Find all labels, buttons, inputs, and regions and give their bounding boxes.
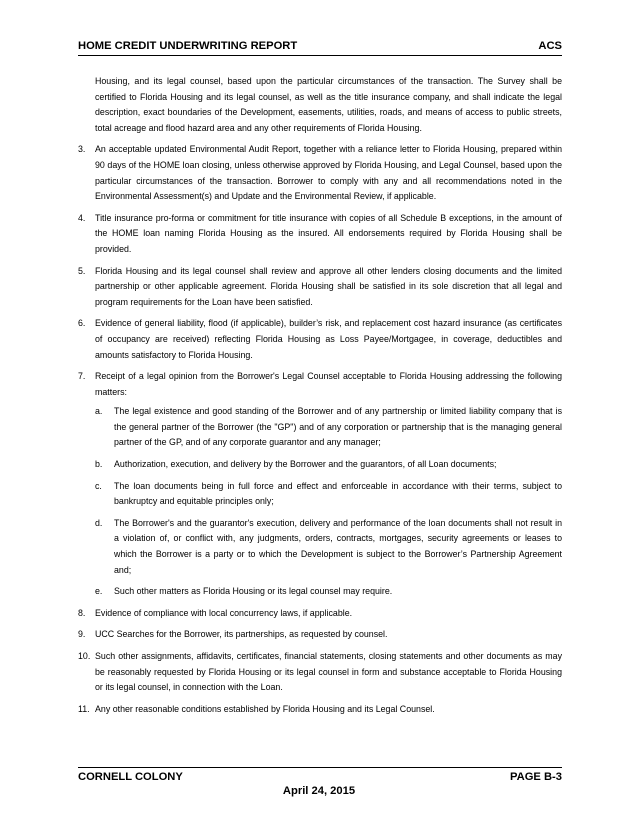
report-code: ACS: [538, 40, 562, 52]
list-item: [78, 606, 562, 622]
list-item: [78, 264, 562, 311]
item-number: 5.: [78, 265, 86, 276]
item-number: 3.: [78, 144, 86, 155]
sub-item-letter: d.: [95, 517, 103, 528]
list-item: [78, 627, 562, 643]
item-number: 6.: [78, 318, 86, 329]
development-name: CORNELL COLONY: [78, 771, 183, 783]
sub-item-text: The loan documents being in full force and effect and enforceable in accordance with their terms, subject to bankruptcy and equitable principles only;: [114, 480, 562, 507]
report-date: April 24, 2015: [282, 785, 356, 797]
document-body: [78, 74, 562, 717]
list-item: [78, 316, 562, 363]
item-number: 8.: [78, 607, 86, 618]
report-title: HOME CREDIT UNDERWRITING REPORT: [78, 40, 298, 52]
list-item: [78, 702, 562, 718]
item-text: An acceptable updated Environmental Audit Report, together with a reliance letter to Florida Housing, prepared within 90 days of the HOME loan closing, unless otherwise approved by Florida Housing, and Legal Counsel, based upon the particular circumstances of the transaction. Borrower to comply with any and all recommendations noted in the Environmental Assessment(s) and Update and the Environmental Review, if applicable.: [95, 144, 562, 202]
list-item: [78, 649, 562, 696]
page-footer: [78, 767, 562, 783]
sub-list-item: [95, 457, 562, 473]
sub-list-item: [95, 404, 562, 451]
item-number: 10.: [78, 651, 91, 661]
sub-item-text: Such other matters as Florida Housing or its legal counsel may require.: [114, 586, 393, 597]
item-number: 9.: [78, 629, 86, 640]
list-item: [78, 211, 562, 258]
item-number: 11.: [78, 703, 90, 714]
page-number: PAGE B-3: [509, 771, 562, 783]
sub-item-letter: b.: [95, 459, 103, 470]
item-text: Such other assignments, affidavits, certificates, financial statements, closing statements and other documents as may be reasonably requested by Florida Housing or its legal counsel in form and substance acceptable to Florida Housing or its legal counsel, in connection with the Loan.: [95, 651, 562, 693]
item-text: Florida Housing and its legal counsel shall review and approve all other lenders closing documents and the limited partnership or other applicable agreement. Florida Housing shall be satisfied in its sole discretion that all legal and program requirements for the Loan have been satisfied.: [95, 265, 562, 307]
sub-item-text: Authorization, execution, and delivery by the Borrower and the guarantors, of all Loan documents;: [114, 459, 497, 470]
item-text: Evidence of general liability, flood (if applicable), builder’s risk, and replacement cost hazard insurance (as certificates of occupancy are received) reflecting Florida Housing as Loss Payee/Mortgagee, in coverage, deductibles and amounts satisfactory to Florida Housing.: [95, 318, 562, 360]
sub-list: [95, 404, 562, 600]
sub-item-text: The legal existence and good standing of the Borrower and of any partnership or limited liability company that is the general partner of the Borrower (the "GP") and of any corporation or partnership that is the managing general partner of the GP, and of any corporate guarantor and any manager;: [114, 406, 562, 448]
list-item: [78, 142, 562, 204]
sub-item-letter: e.: [95, 586, 103, 597]
sub-item-letter: a.: [95, 406, 103, 417]
item-text: Evidence of compliance with local concurrency laws, if applicable.: [95, 607, 353, 618]
list-item: [78, 369, 562, 600]
item-text: Receipt of a legal opinion from the Borrower's Legal Counsel acceptable to Florida Housing addressing the following matters:: [95, 371, 562, 397]
item-text: Title insurance pro-forma or commitment for title insurance with copies of all Schedule B exceptions, in the amount of the HOME loan naming Florida Housing as the insured. All endorsements required by Florida Housing shall be provided.: [95, 212, 562, 254]
sub-list-item: [95, 516, 562, 578]
sub-item-letter: c.: [95, 480, 102, 491]
item-number: 4.: [78, 212, 86, 223]
item-text: Any other reasonable conditions established by Florida Housing and its Legal Counsel.: [95, 703, 435, 714]
sub-list-item: [95, 479, 562, 510]
item-body: [95, 369, 562, 600]
item-text: UCC Searches for the Borrower, its partnerships, as requested by counsel.: [95, 629, 388, 640]
continuation-paragraph: Housing, and its legal counsel, based upon the particular circumstances of the transaction. The Survey shall be certified to Florida Housing and its legal counsel, as well as the title insurance company, and shall indicate the legal description, exact boundaries of the Development, easements, utilities, roads, and means of access to public streets, total acreage and flood hazard area and any other requirements of Florida Housing.: [95, 76, 562, 133]
sub-item-text: The Borrower's and the guarantor's execution, delivery and performance of the loan documents shall not result in a violation of, or conflict with, any judgments, orders, contracts, mortgages, security agreements or leases to which the Borrower is a party or to which the Development is subject to the Borrower’s Partnership Agreement and;: [114, 517, 562, 575]
item-number: 7.: [78, 371, 86, 382]
sub-list-item: [95, 584, 562, 600]
page-header: [78, 40, 562, 56]
